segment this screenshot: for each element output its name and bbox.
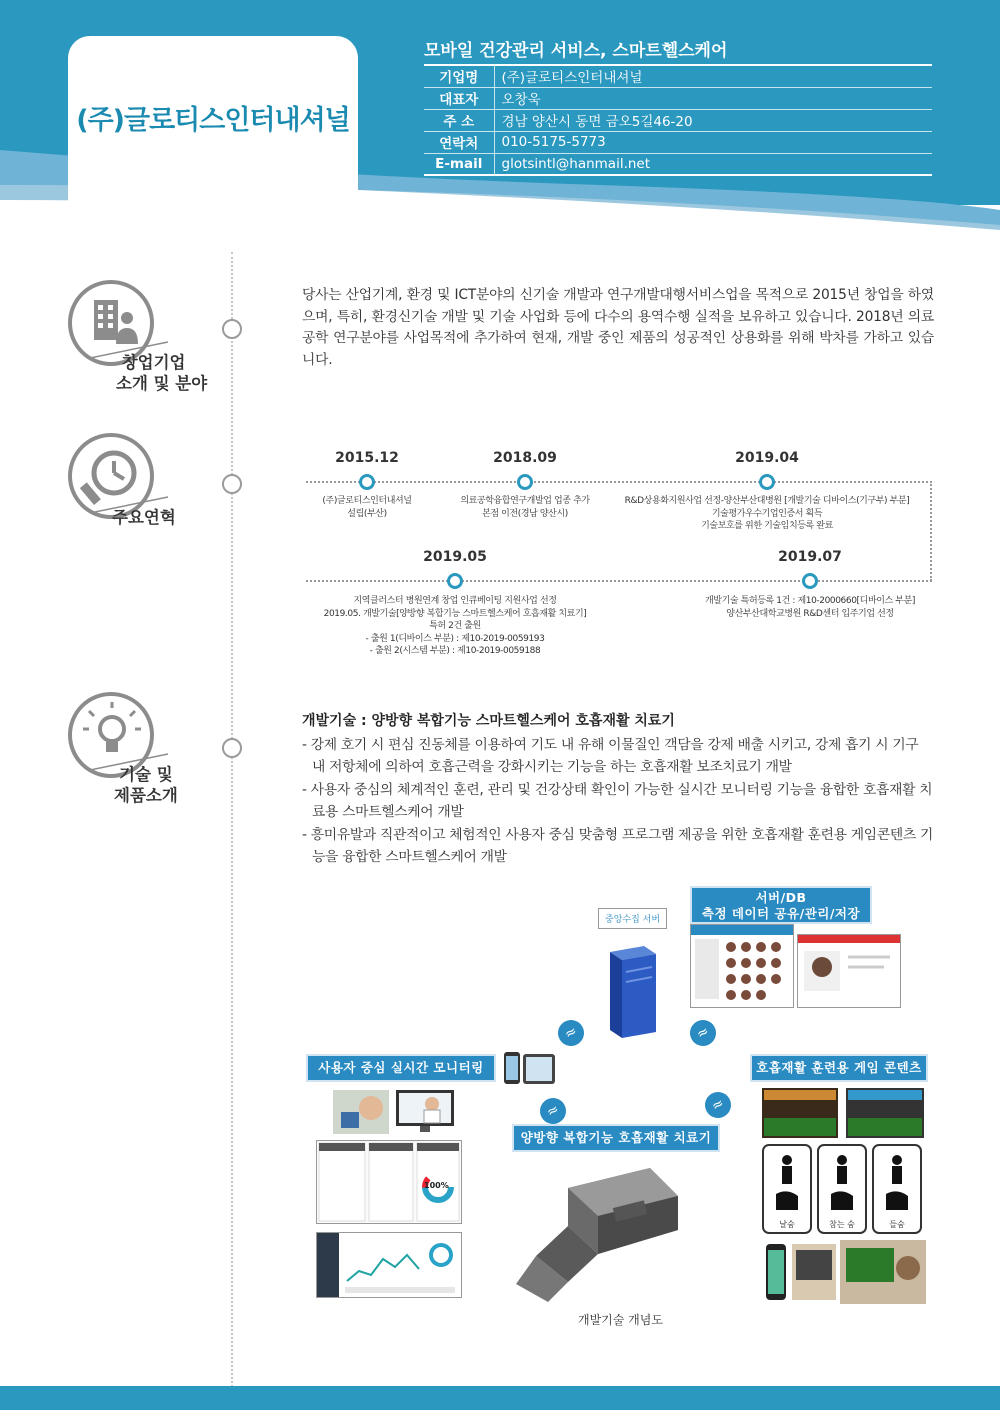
wireless-signal-icon: ≈ — [553, 1015, 589, 1051]
timeline-event — [460, 495, 589, 520]
timeline-event — [324, 595, 587, 658]
db-screenshot-profile — [797, 934, 901, 1008]
info-row-ceo — [424, 87, 932, 109]
event-line: 양산부산대학교병원 R&D센터 입주기업 선정 — [726, 608, 894, 619]
info-value: (주)글로티스인터내셔널 — [494, 65, 932, 87]
wireless-signal-icon: ≈ — [700, 1087, 736, 1123]
info-row-company — [424, 65, 932, 87]
company-name: (주)글로티스인터내셔널 — [76, 105, 350, 136]
timeline-dot — [447, 573, 463, 589]
server-tag: 중앙수집 서버 — [598, 908, 667, 929]
info-row-email — [424, 153, 932, 175]
event-line: - 출원 2(시스템 부분) : 제10-2019-0059188 — [369, 646, 541, 656]
timeline-dot — [359, 474, 375, 490]
game-screenshots — [762, 1088, 924, 1140]
event-line: (주)글로티스인터내셔널 — [322, 496, 412, 506]
event-line: 설립(부산) — [347, 508, 387, 519]
server-db-line: 측정 데이터 공유/관리/저장 — [701, 906, 861, 921]
event-line: 본점 이전(경남 양산시) — [482, 508, 568, 519]
timeline-line-bottom — [306, 580, 932, 582]
section-divider-line — [231, 252, 233, 1387]
event-line: 개발기술 특허등록 1건 : 제10-2000660[디바이스 부분] — [705, 596, 915, 606]
info-value: glotsintl@hanmail.net — [494, 153, 932, 175]
info-key: 대표자 — [424, 87, 494, 109]
section-node — [222, 474, 242, 494]
tech-item: - 흥미유발과 직관적이고 체험적인 사용자 중심 맞춤형 프로그램 제공을 위한 호흡재활 훈련용 게임콘텐츠 기능을 융합한 스마트헬스케어 개발 — [302, 827, 934, 865]
event-line: 기술보호를 위한 기술임치등록 완료 — [701, 521, 833, 531]
info-value: 오창욱 — [494, 87, 932, 109]
profile-image — [798, 943, 900, 1007]
gauge-value: 100% — [424, 1181, 449, 1190]
user-photo — [333, 1090, 389, 1134]
event-line: 지역클러스터 병원연계 창업 인큐베이팅 지원사업 선정 — [353, 596, 557, 606]
event-line: 의료공학융합연구개발업 업종 추가 — [460, 496, 590, 506]
wireless-signal-icon: ≈ — [685, 1015, 721, 1051]
info-key: E-mail — [424, 153, 494, 175]
info-key: 주 소 — [424, 109, 494, 131]
timeline-year: 2018.09 — [493, 450, 557, 466]
section-node — [222, 319, 242, 339]
breath-action-panel — [762, 1144, 924, 1236]
intro-paragraph: 당사는 산업기계, 환경 및 ICT분야의 신기술 개발과 연구개발대행서비스업을 목적으로 2015년 창업을 하였으며, 특히, 환경신기술 개발 및 기술 사업화 등에 다수의 용역수행 실적을 보유하고 있습니다. 2018년 의료공학 연구분야를 사업목적에 추가하여 현재, 개발 중인 제품의 성공적인 상용화를 위해 박차를 가하고 있습니다. — [302, 287, 934, 368]
info-value: 경남 양산시 동면 금오5길46-20 — [494, 109, 932, 131]
event-line: 특허 2건 출원 — [429, 621, 481, 631]
action-label-hold: 참는 숨 — [829, 1220, 855, 1229]
server-icon — [600, 942, 660, 1042]
timeline-year: 2019.05 — [423, 549, 487, 565]
timeline-line-top — [306, 481, 932, 483]
event-line: - 출원 1(디바이스 부분) : 제10-2019-0059193 — [365, 633, 545, 644]
section-label-line: 제품소개 — [114, 786, 178, 805]
device-box: 양방향 복합기능 호흡재활 치료기 — [512, 1124, 720, 1152]
wireless-signal-icon: ≈ — [535, 1093, 571, 1129]
tech-item: - 강제 호기 시 편심 진동체를 이용하여 기도 내 유해 이물질인 객담을 강제 배출 시키고, 강제 흡기 시 기구 내 저항체에 의하여 호흡근력을 강화시키는 기능을 하는 호흡재활 보조치료기 개발 — [302, 737, 919, 775]
action-label-inhale: 들숨 — [889, 1220, 905, 1229]
info-row-address — [424, 109, 932, 131]
timeline-year: 2015.12 — [335, 450, 399, 466]
server-db-line: 서버/DB — [755, 890, 807, 905]
timeline-year: 2019.07 — [778, 549, 842, 565]
event-line: 기술평가우수기업인증서 획득 — [711, 508, 823, 519]
info-row-contact — [424, 131, 932, 153]
doctor-monitor-icon — [394, 1088, 456, 1136]
timeline-dot — [802, 573, 818, 589]
section-node — [222, 738, 242, 758]
timeline-line-right — [930, 481, 932, 581]
face-grid-image — [691, 935, 793, 1007]
section-label-tech — [114, 764, 178, 806]
timeline-event — [705, 595, 915, 620]
monitoring-box: 사용자 중심 실시간 모니터링 — [306, 1054, 496, 1082]
tech-title: 개발기술 : 양방향 복합기능 스마트헬스케어 호흡재활 치료기 — [302, 713, 675, 729]
web-dashboard-chart — [317, 1233, 461, 1297]
app-dashboard-screenshot — [316, 1140, 462, 1224]
respiratory-device-image — [510, 1156, 700, 1306]
info-key: 연락처 — [424, 131, 494, 153]
service-title: 모바일 건강관리 서비스, 스마트헬스케어 — [424, 41, 728, 61]
section-label-line: 기술 및 — [119, 765, 173, 784]
info-value: 010-5175-5773 — [494, 131, 932, 153]
event-line: 2019.05. 개발기술[양방향 복합기능 스마트헬스케어 호흡재활 치료기] — [323, 608, 587, 619]
web-dashboard-screenshot — [316, 1232, 462, 1298]
section-label-intro — [100, 352, 207, 394]
footer-bar — [0, 1386, 1000, 1410]
phone-tablet-icon — [503, 1050, 557, 1088]
timeline-dot — [517, 474, 533, 490]
game-play-photos — [766, 1240, 926, 1304]
timeline-event — [322, 495, 411, 520]
game-content-box: 호흡재활 훈련용 게임 콘텐츠 — [750, 1054, 928, 1082]
diagram-caption: 개발기술 개념도 — [578, 1313, 663, 1327]
action-label-exhale: 날숨 — [779, 1220, 795, 1229]
db-screenshot-grid — [690, 924, 794, 1008]
tech-item: - 사용자 중심의 체계적인 훈련, 관리 및 건강상태 확인이 가능한 실시간 모니터링 기능을 융합한 호흡재활 치료용 스마트헬스케어 개발 — [302, 782, 933, 820]
section-label-line: 소개 및 분야 — [116, 374, 208, 393]
section-label-line: 창업기업 — [121, 353, 186, 372]
event-line: R&D상용화지원사업 선정-양산부산대병원 [개발기술 디바이스(기구부) 부분] — [624, 496, 910, 506]
section-label-history: 주요연혁 — [112, 508, 176, 527]
company-info-table — [424, 64, 932, 176]
info-key: 기업명 — [424, 65, 494, 87]
timeline-event — [625, 495, 910, 533]
server-db-box — [690, 886, 872, 924]
timeline-year: 2019.04 — [735, 450, 799, 466]
timeline-dot — [759, 474, 775, 490]
